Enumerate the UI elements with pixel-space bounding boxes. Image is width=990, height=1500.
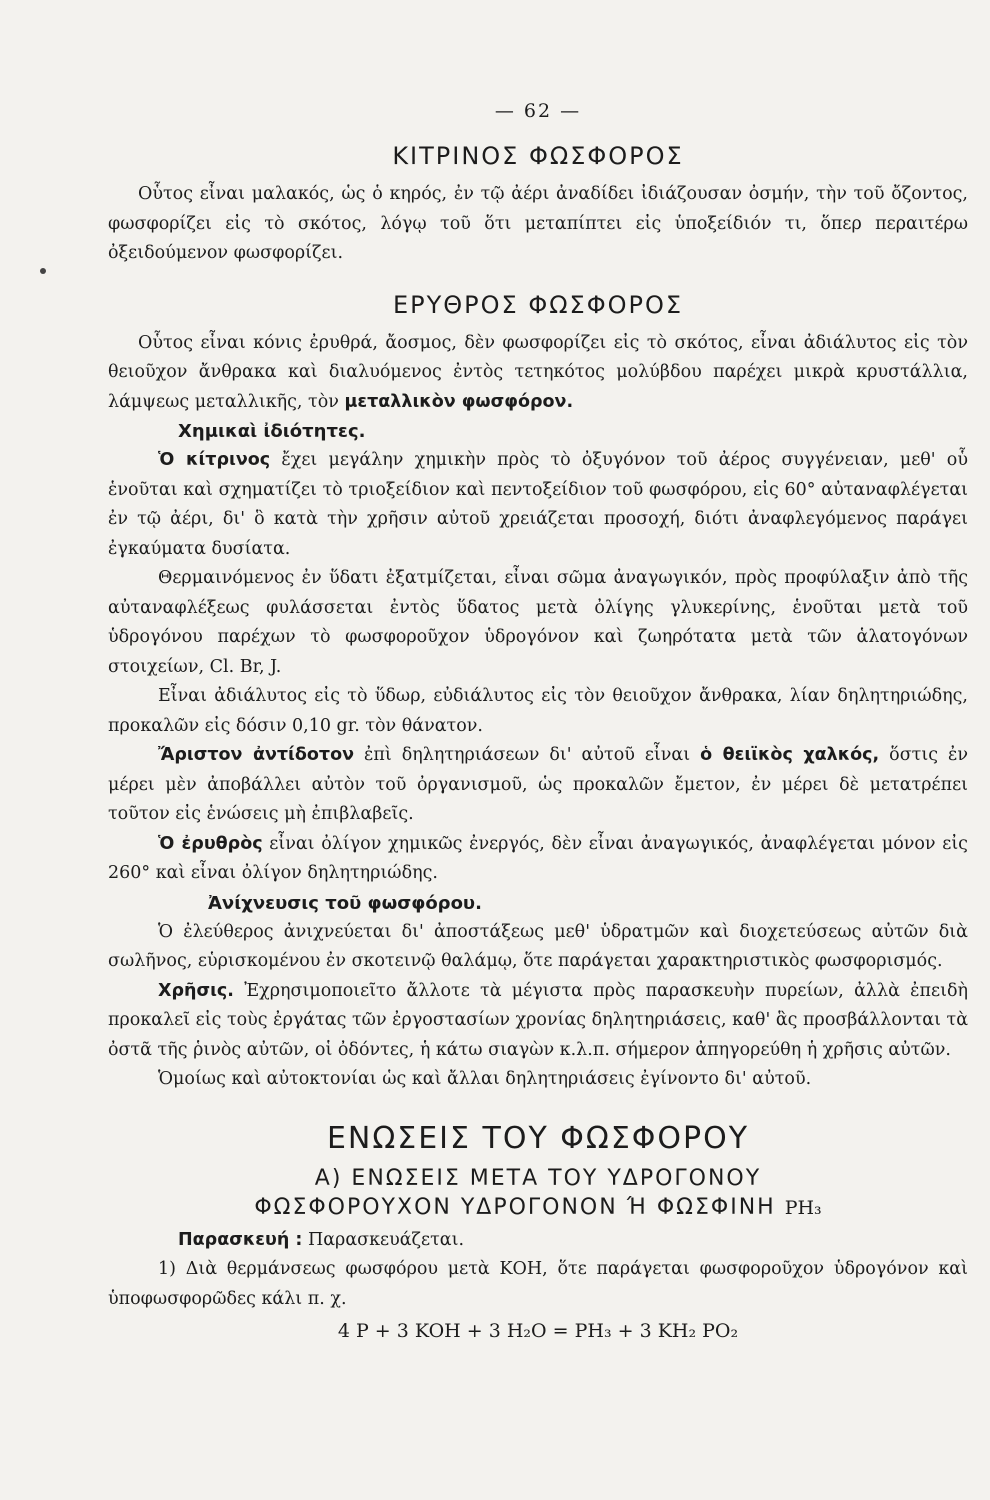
metallic-phosphorus: μεταλλικὸν φωσφόρον. <box>344 391 574 412</box>
chemical-p5-text: εἶναι ὀλίγον χημικῶς ἐνεργός, δὲν εἶναι ἀναγωγικός, ἀναφλέγεται μόνον εἰς 260° καὶ εἶναι ὀλίγον δηλητηριώδης. <box>108 833 968 883</box>
detection-text: Ὁ ἐλεύθερος ἀνιχνεύεται δι' ἀποστάξεως μεθ' ὑδρατμῶν καὶ διοχετεύσεως αὐτῶν διὰ σωλῆνος, εὑρισκομένου ἐν σκοτεινῷ θαλάμῳ, ὅτε παράγεται χαρακτηριστικὸς φωσφορισμός. <box>108 921 968 971</box>
compounds-subtitle-a: Α) ΕΝΩΣΕΙΣ ΜΕΤΑ ΤΟΥ ΥΔΡΟΓΟΝΟΥ <box>314 1165 762 1191</box>
use-text: Ἐχρησιμοποιεῖτο ἄλλοτε τὰ μέγιστα πρὸς παρασκευὴν πυρείων, ἀλλὰ ἐπειδὴ προκαλεῖ εἰς τοὺς ἐργάτας τῶν ἐργοστασίων χρονίας δηλητηριάσεις, καθ' ἃς προσβάλλονται τὰ ὀστᾶ τῆς ῥινὸς αὐτῶν, οἱ ὀδόντες, ἡ κάτω σιαγὼν κ.λ.π. σήμερον ἀπηγορεύθη ἡ χρῆσις αὐτῶν. <box>108 980 969 1060</box>
use-label: Χρῆσις. <box>158 980 234 1001</box>
chemical-p1 <box>108 446 968 564</box>
chemical-p5 <box>108 830 968 889</box>
yellow-phosphorus-title: ΚΙΤΡΙΝΟΣ ΦΩΣΦΟΡΟΣ <box>392 142 684 170</box>
use-paragraph <box>108 977 968 1066</box>
reaction-equation: 4 P + 3 KOH + 3 H₂O = PH₃ + 3 KH₂ PO₂ <box>337 1320 739 1342</box>
preparation-text: Παρασκευάζεται. <box>307 1229 465 1250</box>
copper-sulfate: ὁ θειϊκὸς χαλκός, <box>700 745 880 765</box>
compounds-title: ΕΝΩΣΕΙΣ ΤΟΥ ΦΩΣΦΟΡΟΥ <box>326 1120 750 1156</box>
chemical-properties-heading: Χημικαὶ ἰδιότητες. <box>178 421 366 442</box>
chemical-p3: Εἶναι ἀδιάλυτος εἰς τὸ ὕδωρ, εὐδιάλυτος εἰς τὸν θειοῦχον ἄνθρακα, λίαν δηλητηριώδης, προκαλῶν εἰς δόσιν 0,10 gr. τὸν θάνατον. <box>108 686 968 736</box>
red-phosphorus-text <box>108 329 968 418</box>
preparation-label: Παρασκευή : <box>178 1229 303 1250</box>
yellow-phosphorus-text: Οὗτος εἶναι μαλακός, ὡς ὁ κηρός, ἐν τῷ ἀέρι ἀναδίδει ἰδιάζουσαν ὀσμήν, τὴν τοῦ ὄζοντος, φωσφορίζει εἰς τὸ σκότος, λόγῳ τοῦ ὅτι μεταπίπτει εἰς ὑποξείδιόν τι, ὅπερ περαιτέρω ὀξειδούμενον φωσφορίζει. <box>108 184 968 263</box>
chemical-p1-text: ἔχει μεγάλην χημικὴν πρὸς τὸ ὀξυγόνον τοῦ ἀέρος συγγένειαν, μεθ' οὗ ἑνοῦται καὶ σχηματίζει τὸ τριοξείδιον καὶ πεντοξείδιον τοῦ φωσφόρου, εἰς 60° αὐταναφλέγεται ἐν τῷ ἀέρι, δι' ὃ κατὰ τὴν χρῆσιν αὐτοῦ χρειάζεται προσοχή, διότι ἀναφλεγόμενος παράγει ἐγκαύματα δυσίατα. <box>108 450 968 559</box>
page-number: — 62 — <box>494 100 582 122</box>
phosphine-title: ΦΩΣΦΟΡΟΥΧΟΝ ΥΔΡΟΓΟΝΟΝ Ή ΦΩΣΦΙΝΗ <box>254 1194 776 1220</box>
chemical-p2: Θερμαινόμενος ἐν ὕδατι ἐξατμίζεται, εἶναι σῶμα ἀναγωγικόν, πρὸς προφύλαξιν ἀπὸ τῆς αὐταναφλέξεως φυλάσσεται ἐντὸς ὕδατος μετὰ ὀλίγης γλυκερίνης, ἑνοῦται μετὰ τοῦ ὑδρογόνου παρέχων τὸ φωσφοροῦχον ὑδρογόνον καὶ ζωηρότατα μετὰ τῶν ἁλατογόνων στοιχείων, Cl. Br, J. <box>108 568 968 677</box>
red-label: Ὁ ἐρυθρὸς <box>158 833 263 854</box>
red-text: Οὗτος εἶναι κόνις ἐρυθρά, ἄοσμος, δὲν φωσφορίζει εἰς τὸ σκότος, εἶναι ἀδιάλυτος εἰς τὸν θειοῦχον ἄνθρακα καὶ διαλυόμενος ἐντὸς τετηκότος μολύβδου παρέχει μικρὰ κρυστάλλια, λάμψεως μεταλλικῆς, τὸν <box>108 332 968 412</box>
red-phosphorus-title: ΕΡΥΘΡΟΣ ΦΩΣΦΟΡΟΣ <box>392 290 684 319</box>
antidote-text-a: ἐπὶ δηλητηριάσεων δι' αὐτοῦ εἶναι <box>364 745 691 765</box>
antidote-label: Ἄριστον ἀντίδοτον <box>158 745 355 765</box>
detection-heading: Ἀνίχνευσις τοῦ φωσφόρου. <box>208 892 482 914</box>
preparation-line <box>108 1226 968 1256</box>
compounds-subtitle-b <box>108 1195 968 1220</box>
ink-dot <box>40 268 46 274</box>
phosphine-formula: PH₃ <box>784 1196 822 1219</box>
chemical-p4 <box>108 741 968 830</box>
use-text-2: Ὁμοίως καὶ αὐτοκτονίαι ὡς καὶ ἄλλαι δηλητηριάσεις ἐγίνοντο δι' αὐτοῦ. <box>158 1069 812 1089</box>
antidote-text-b: ὅστις ἐν μέρει μὲν ἀποβάλλει αὐτὸν τοῦ ὀργανισμοῦ, ὡς προκαλῶν ἔμετον, ἐν μέρει δὲ μετατρέπει τοῦτον εἰς ἑνώσεις μὴ ἐπιβλαβεῖς. <box>108 745 968 824</box>
yellow-label: Ὁ κίτρινος <box>158 450 271 470</box>
preparation-item-1: 1) Διὰ θερμάνσεως φωσφόρου μετὰ ΚΟΗ, ὅτε παράγεται φωσφοροῦχον ὑδρογόνον καὶ ὑποφωσφορῶδες κάλι π. χ. <box>108 1259 968 1309</box>
